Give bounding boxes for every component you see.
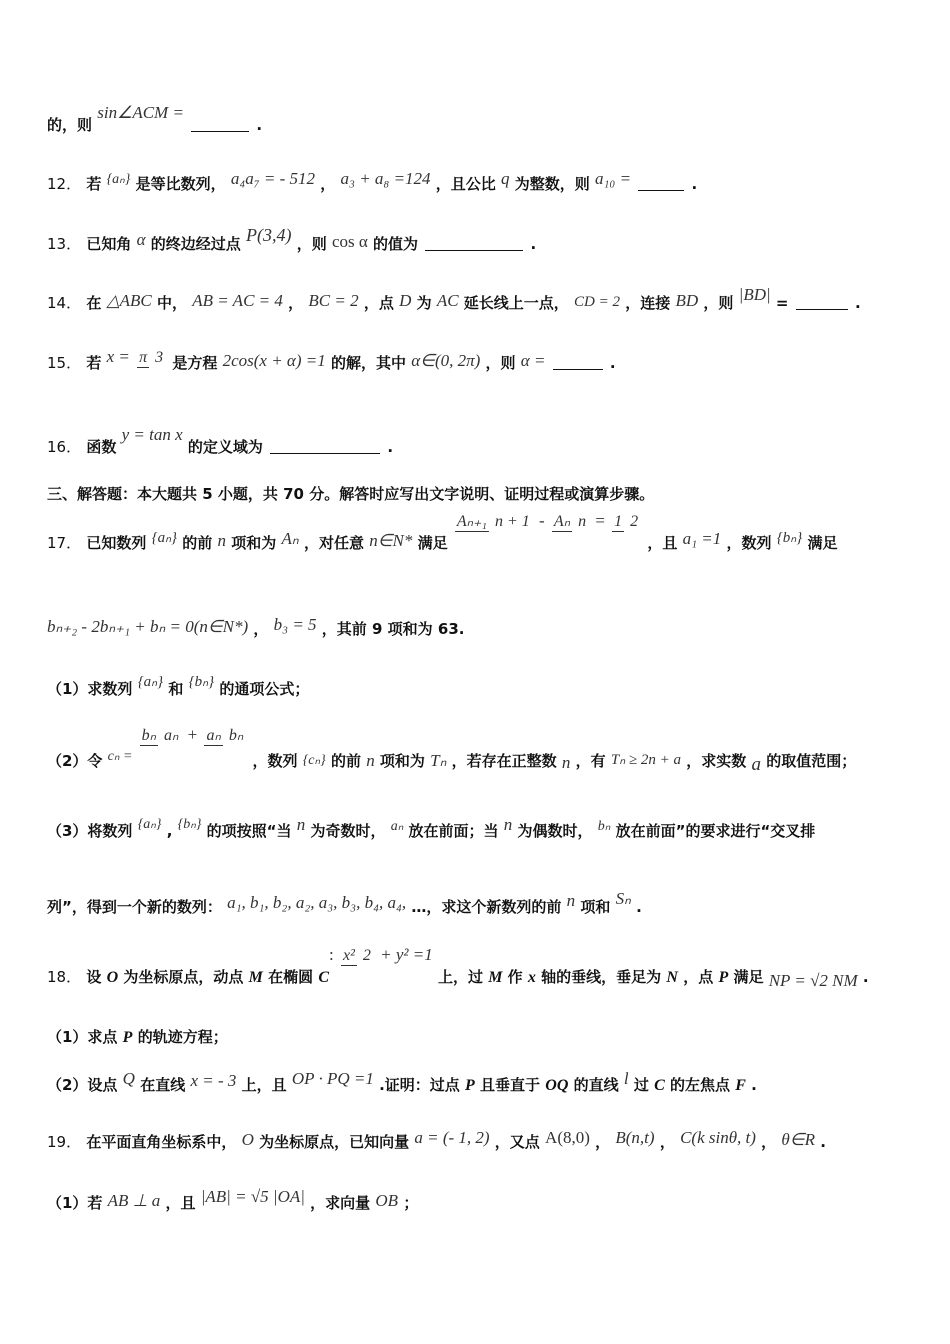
text: ，求向量 [310,1194,371,1212]
math-symbol: O [106,969,119,986]
text: 过 [633,1076,649,1094]
text: ，且 [165,1194,196,1212]
math-expression: D [399,291,412,310]
text: 上，且 [241,1076,287,1094]
text: ，点 [683,968,714,986]
fraction [140,726,181,746]
text: ，连接 [625,294,671,312]
math-expression: bₙ₊₂ - 2bₙ₊₁ + bₙ = 0(n∈N*) [47,617,249,636]
q11-tail [47,103,263,135]
question-number: 19． [47,1133,82,1151]
math-expression: |AB| = √5 |OA| [200,1187,305,1206]
text: . [862,968,869,986]
text: 设 [86,968,102,986]
question-18-stem [47,944,869,990]
math-symbol: M [248,969,263,986]
math-expression: a = (- 1, 2) [414,1128,490,1147]
math-expression: n∈N* [369,531,413,550]
math-expression: {aₙ} [151,530,178,546]
answer-blank [553,368,603,370]
text: . [256,116,263,134]
denominator: 2 [362,946,371,964]
math-expression: a₄a₇ = - 512 [230,169,316,188]
numerator: x² [342,946,355,964]
math-expression: {bₙ} [776,530,803,546]
text: （1）求点 [47,1028,118,1046]
text: 的直线 [573,1076,619,1094]
numerator: Aₙ₊₁ [456,512,487,530]
math-expression: P(3,4) [246,225,292,245]
math-expression: n [566,891,576,910]
question-17-part-1 [47,674,310,699]
math-expression: {bₙ} [177,817,202,832]
text: ，且 [647,534,678,552]
text: 放在前面；当 [408,822,499,840]
math-expression: l [623,1069,629,1088]
operator: = [595,511,605,530]
math-expression: α [136,230,146,249]
question-17-part-2 [47,724,857,775]
text: 的通项公式； [219,680,310,698]
fraction [204,726,245,746]
text: 在椭圆 [268,968,314,986]
text: ， [595,1133,611,1151]
math-expression: OB [375,1191,399,1210]
math-expression: n [217,531,227,550]
math-expression: Q [122,1069,135,1088]
denominator: n [578,512,587,530]
text: 为坐标原点，已知向量 [259,1133,410,1151]
text: 中， [157,294,188,312]
text: 延长线上一点， [463,294,569,312]
text: . [751,1076,757,1094]
text: ，则 [485,354,516,372]
text: 的值为 [373,235,419,253]
text: 项和为 [231,534,277,552]
text: ，则 [703,294,734,312]
question-13 [47,225,537,254]
text: . [387,438,394,456]
text: . [854,294,861,312]
math-expression: n [561,753,571,772]
numerator: bₙ [141,726,157,744]
math-expression: Sₙ [615,889,631,908]
text: 满足 [417,534,448,552]
text: ， [288,294,304,312]
text: . [691,175,698,193]
math-expression: α∈(0, 2π) [411,351,481,370]
math-expression: a [751,754,762,775]
math-expression: a₁ =1 [682,529,722,548]
math-expression: BC = 2 [308,291,359,310]
math-expression: {aₙ} [106,172,131,187]
denominator: aₙ [164,726,179,744]
answer-blank [191,130,249,132]
denominator: 2 [630,512,639,530]
math-symbol: P [122,1029,133,1046]
math-expression: n [366,751,375,770]
text: 为坐标原点，动点 [123,968,244,986]
text: 为整数，则 [514,175,590,193]
text: 且垂直于 [480,1076,541,1094]
text: 满足 [733,968,764,986]
math-expression: a₁₀ = [595,169,632,188]
operator: - [539,511,545,530]
text: 和 [168,680,184,698]
text: . [530,235,537,253]
text: 项和为 [379,752,425,770]
text: 在直线 [140,1076,186,1094]
math-expression: A(8,0) [545,1128,590,1147]
question-number: 16． [47,438,82,456]
math-expression: △ABC [106,291,152,310]
text: （1）若 [47,1194,103,1212]
text: ，则 [296,235,327,253]
math-expression: |BD| [738,285,771,304]
question-number: 14． [47,294,82,312]
question-18-part-2 [47,1069,757,1095]
math-expression: aₙ [390,819,404,834]
text: 的，则 [47,116,93,134]
question-12 [47,169,698,194]
math-expression: b₃ = 5 [273,615,317,634]
section-header: 三、解答题：本大题共 5 小题，共 70 分。解答时应写出文字说明、证明过程或演算步骤。 [47,485,655,503]
text: 函数 [86,438,117,456]
math-symbol: x [527,969,536,986]
denominator: bₙ [228,726,244,744]
math-symbol: P [718,969,729,986]
answer-blank [796,308,848,310]
math-expression: a₁, b₁, b₂, a₂, a₃, b₃, b₄, a₄, [227,893,407,912]
operator: : [329,945,334,964]
text: 放在前面”的要求进行“交叉排 [615,822,816,840]
text: 项和 [580,898,611,916]
text: 是等比数列， [135,175,226,193]
text: （1）求数列 [47,680,133,698]
math-symbol: C [318,969,330,986]
text: 的取值范围； [766,752,857,770]
text: 是方程 [172,354,218,372]
text: 上，过 [437,968,483,986]
math-expression: AC [436,291,459,310]
text: ，求实数 [686,752,747,770]
answer-blank [638,189,684,191]
question-17-condition [47,615,465,639]
question-19-stem [47,1128,826,1152]
text: （2）设点 [47,1076,118,1094]
text: 已知数列 [86,534,147,552]
text: ，有 [575,752,606,770]
math-expression: OP · PQ =1 [291,1069,374,1088]
question-number: 15． [47,354,82,372]
answer-blank [270,452,380,454]
text: 若 [86,354,102,372]
math-symbol: F [735,1077,746,1094]
text: 在平面直角坐标系中， [86,1133,237,1151]
denominator: 3 [155,348,164,366]
numerator: aₙ [206,726,221,744]
operator: + [187,725,198,744]
math-expression: a₃ + a₈ =124 [340,169,431,188]
math-symbol: M [488,969,503,986]
text: ，若存在正整数 [451,752,557,770]
text: ，数列 [726,534,772,552]
math-expression: {aₙ} [137,674,164,690]
math-symbol: OQ [545,1077,569,1094]
math-expression: Tₙ [430,751,447,770]
math-symbol: N [666,969,678,986]
text: = [775,294,789,312]
math-expression: + y² =1 [380,945,433,964]
text: ，数列 [252,752,298,770]
text: 的前 [182,534,213,552]
question-19-part-1 [47,1187,419,1213]
math-expression: AB ⊥ a [107,1191,161,1210]
text: ， [659,1133,675,1151]
text: ， [253,620,269,638]
math-expression: y = tan x [121,425,183,444]
math-expression: sin∠ACM = [97,103,184,122]
text: …，求这个新数列的前 [411,898,562,916]
question-16 [47,425,394,457]
text: ，对任意 [303,534,364,552]
math-expression: C(k sinθ, t) [680,1128,756,1147]
math-expression: θ∈R [781,1130,815,1149]
math-expression: {cₙ} [302,753,326,768]
text: ， [320,175,336,193]
text: . [636,898,642,916]
question-17-part-3-cont [47,889,642,917]
text: 的轨迹方程； [137,1028,228,1046]
numerator: π [139,348,148,366]
math-expression: cₙ = [107,749,133,764]
fraction [341,946,373,966]
text: 的终边经过点 [150,235,241,253]
text: 的前 [330,752,361,770]
fraction [455,512,532,532]
math-expression: cos α [331,232,368,251]
denominator: n + 1 [494,512,530,530]
text: ； [403,1194,419,1212]
text: 为奇数时， [310,822,386,840]
text: 的定义域为 [187,438,263,456]
math-expression: {bₙ} [188,674,215,690]
text: 若 [86,175,102,193]
math-expression: q [501,169,510,188]
text: （3）将数列 [47,822,133,840]
question-number: 18． [47,968,82,986]
text: 的解，其中 [330,354,406,372]
text: . [820,1133,826,1151]
text: 为偶数时， [517,822,593,840]
question-14 [47,285,861,313]
text: 满足 [807,534,838,552]
math-expression: x = [106,347,130,366]
text: 的左焦点 [670,1076,731,1094]
text: （2）令 [47,752,103,770]
text: 已知角 [86,235,132,253]
text: .证明：过点 [379,1076,460,1094]
answer-blank [425,249,523,251]
text: 为 [416,294,432,312]
math-expression: α = [520,351,546,370]
question-18-part-1 [47,1026,228,1047]
math-expression: {aₙ} [137,817,162,832]
question-number: 17． [47,534,82,552]
math-expression: BD [675,291,699,310]
math-expression: 2cos(x + α) =1 [222,351,326,370]
math-expression: Aₙ [281,529,299,548]
numerator: Aₙ [553,512,571,530]
question-number: 12． [47,175,82,193]
text: 轴的垂线，垂足为 [541,968,662,986]
text: ，其前 9 项和为 63. [321,620,465,638]
numerator: 1 [614,512,623,530]
text: ，又点 [494,1133,540,1151]
math-expression: NP = √2 NM [768,971,858,990]
text: , [166,822,173,840]
question-17-part-3 [47,815,816,841]
math-symbol: C [654,1077,665,1094]
math-expression: x = - 3 [190,1071,237,1090]
math-expression: AB = AC = 4 [192,291,283,310]
question-17-stem [47,510,838,552]
text: 列”，得到一个新的数列： [47,898,222,916]
text: 作 [507,968,523,986]
math-expression: n [296,815,306,834]
fraction [612,512,640,532]
math-symbol: P [465,1077,475,1094]
fraction [137,348,165,368]
math-expression: n [503,815,513,834]
text: 的项按照“当 [206,822,292,840]
text: ，且公比 [435,175,496,193]
question-15 [47,347,616,374]
text: ，点 [363,294,394,312]
text: . [609,354,616,372]
math-expression: B(n,t) [615,1128,655,1147]
question-number: 13． [47,235,82,253]
math-expression: CD = 2 [574,294,621,310]
fraction [552,512,588,532]
math-expression: bₙ [597,819,611,834]
text: 在 [86,294,102,312]
text: ， [761,1133,777,1151]
math-expression: Tₙ ≥ 2n + a [610,752,682,768]
math-expression: O [241,1130,254,1149]
